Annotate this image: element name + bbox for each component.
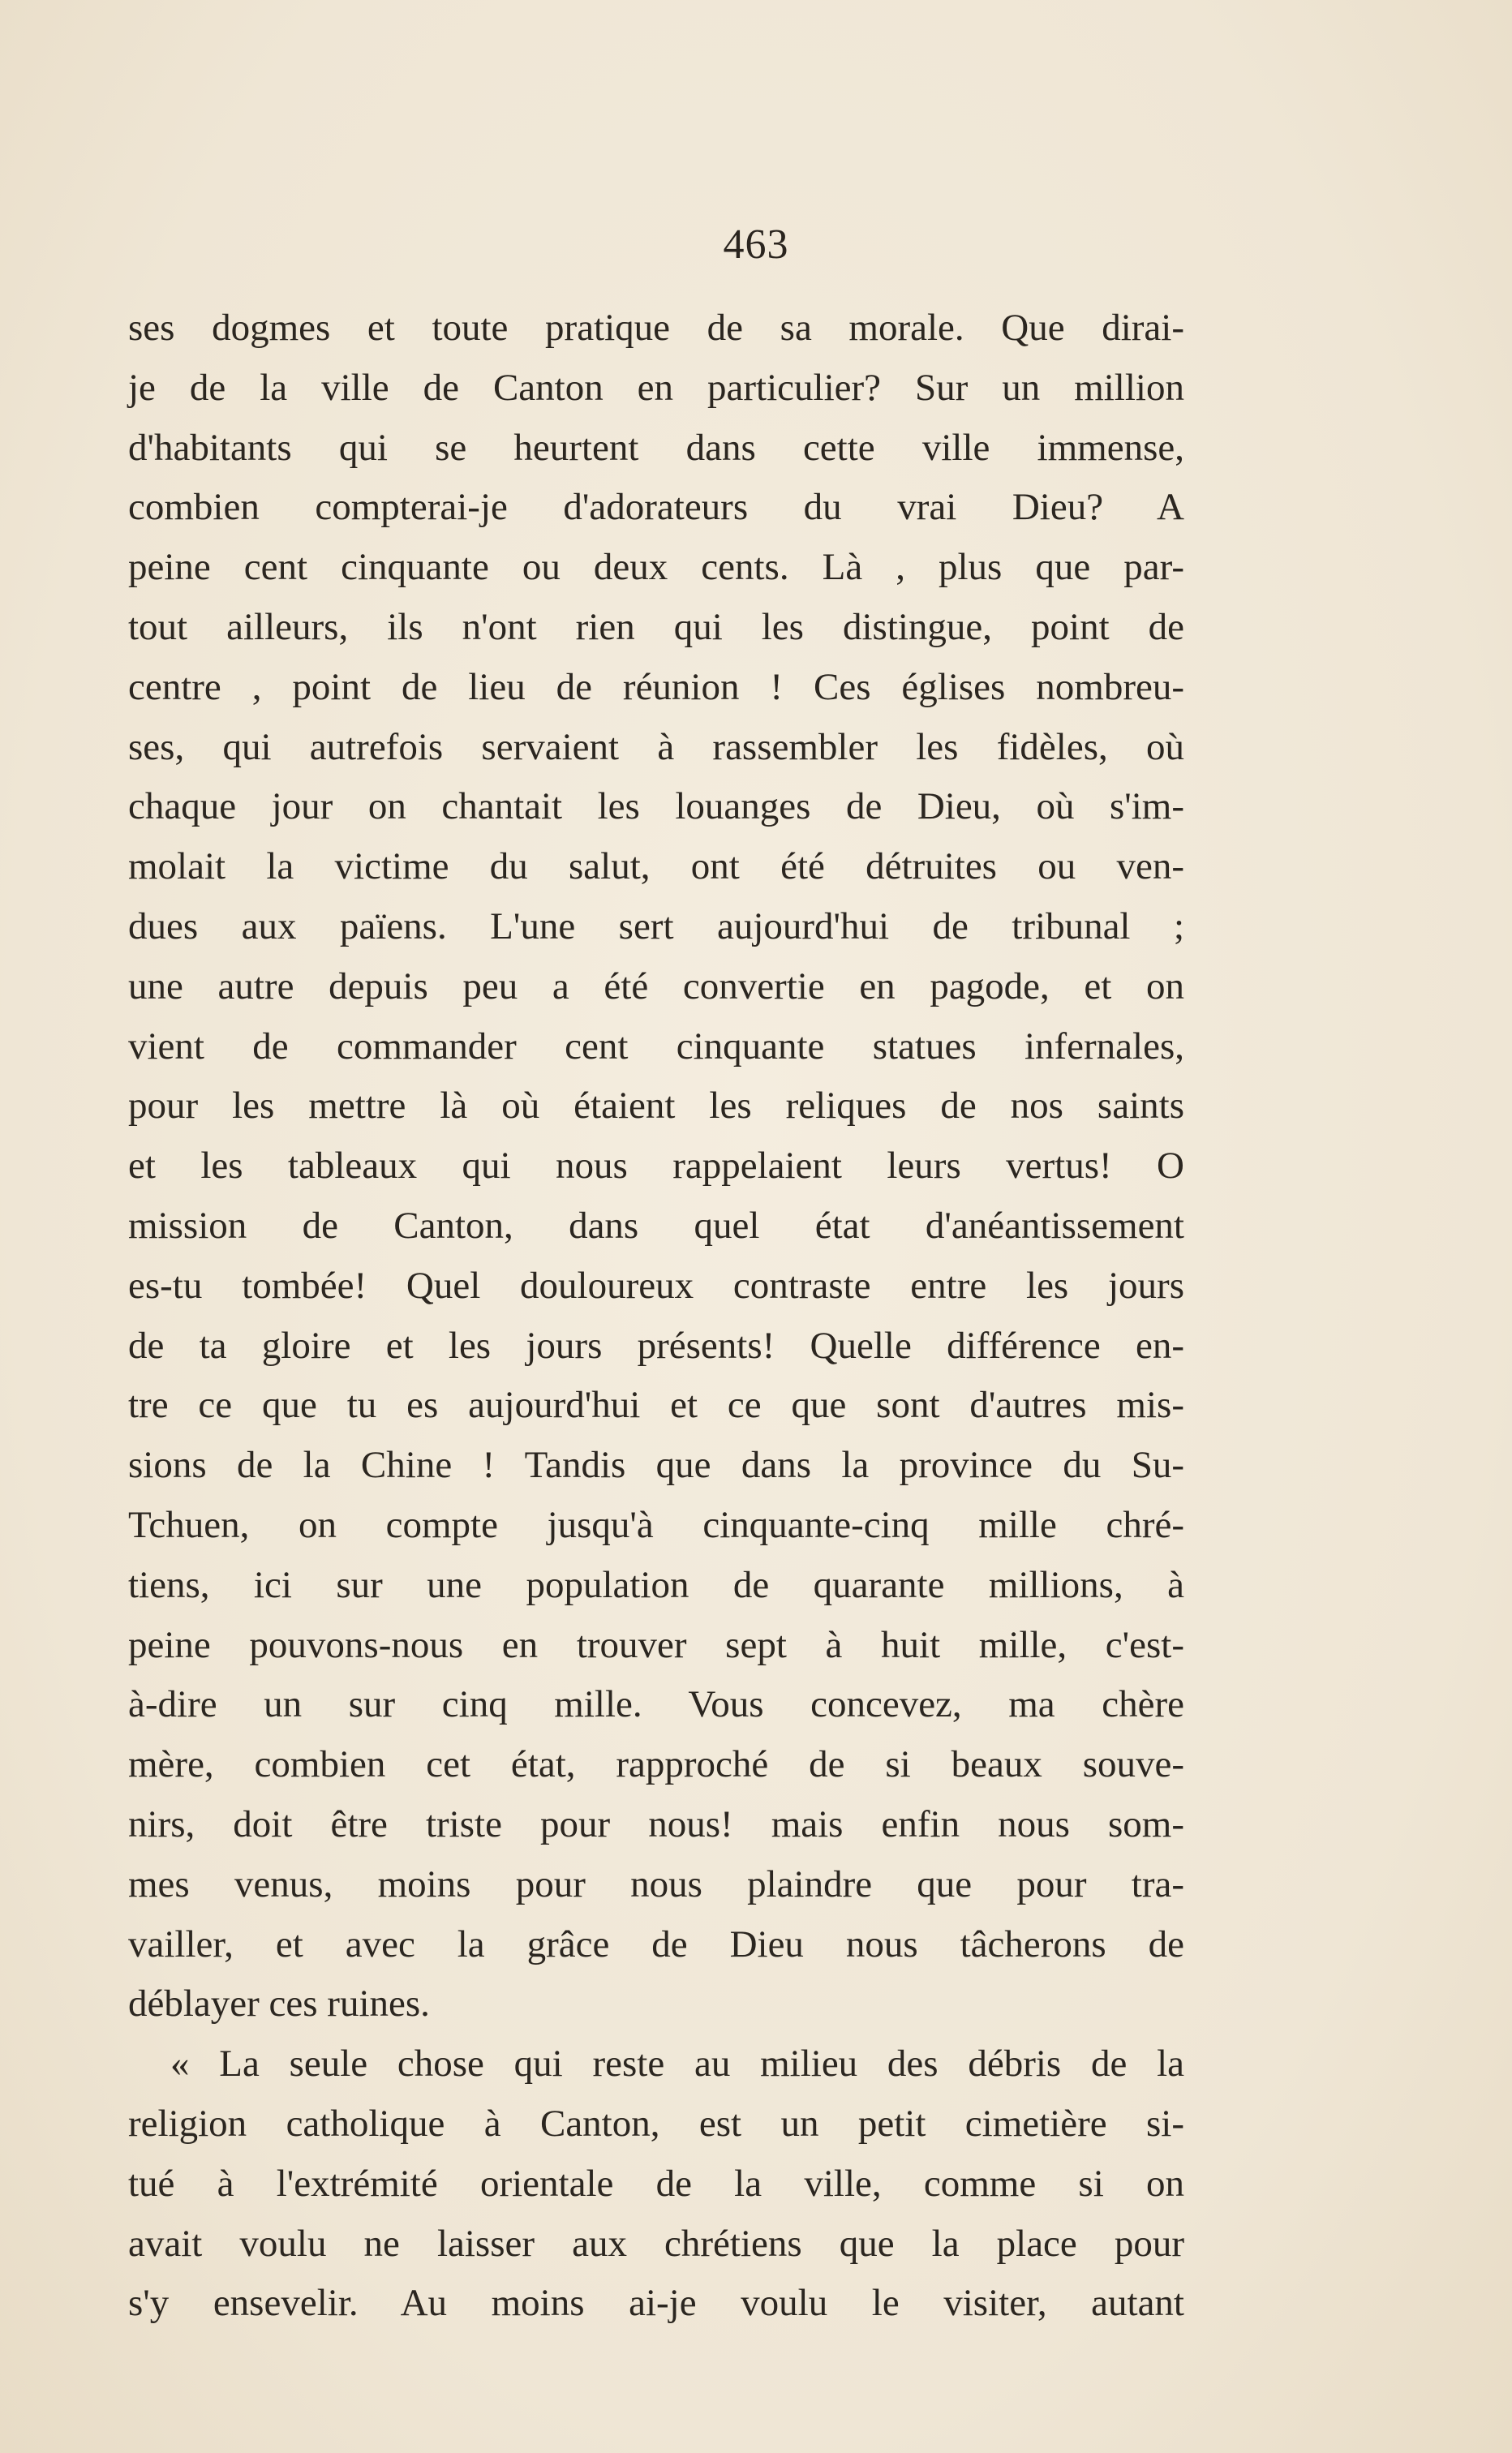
body-text (128, 299, 1184, 2334)
text-line: à-dire un sur cinq mille. Vous concevez, ma chère (128, 1683, 1184, 1726)
text-line: mère, combien cet état, rapproché de si beaux souve- (128, 1743, 1184, 1786)
text-line: centre , point de lieu de réunion ! Ces églises nombreu- (128, 665, 1184, 708)
text-line: une autre depuis peu a été convertie en pagode, et on (128, 964, 1184, 1007)
text-line: chaque jour on chantait les louanges de Dieu, où s'im- (128, 785, 1184, 828)
text-line: pour les mettre là où étaient les reliques de nos saints (128, 1085, 1184, 1128)
text-line: ses dogmes et toute pratique de sa morale. Que dirai- (128, 307, 1184, 349)
text-line: ses, qui autrefois servaient à rassembler les fidèles, où (128, 725, 1184, 768)
text-line: je de la ville de Canton en particulier? Sur un million (128, 366, 1184, 409)
text-line: molait la victime du salut, ont été détruites ou ven- (128, 845, 1184, 888)
text-line: tout ailleurs, ils n'ont rien qui les distingue, point de (128, 605, 1184, 648)
text-line: s'y ensevelir. Au moins ai-je voulu le visiter, autant (128, 2282, 1184, 2325)
text-line: religion catholique à Canton, est un petit cimetière si- (128, 2102, 1184, 2145)
text-line: de ta gloire et les jours présents! Quelle différence en- (128, 1324, 1184, 1367)
text-line: sions de la Chine ! Tandis que dans la province du Su- (128, 1444, 1184, 1487)
text-line: mes venus, moins pour nous plaindre que pour tra- (128, 1862, 1184, 1905)
text-line: d'habitants qui se heurtent dans cette ville immense, (128, 426, 1184, 469)
text-line: nirs, doit être triste pour nous! mais enfin nous som- (128, 1802, 1184, 1845)
text-line: et les tableaux qui nous rappelaient leurs vertus! O (128, 1145, 1184, 1188)
text-line: combien compterai-je d'adorateurs du vrai Dieu? A (128, 486, 1184, 529)
text-line: peine cent cinquante ou deux cents. Là , plus que par- (128, 546, 1184, 589)
text-line: tiens, ici sur une population de quarante millions, à (128, 1563, 1184, 1606)
page-number: 463 (723, 221, 789, 268)
text-line: Tchuen, on compte jusqu'à cinquante-cinq mille chré- (128, 1503, 1184, 1546)
paragraph-end-line: déblayer ces ruines. (128, 1983, 430, 2026)
text-line: dues aux païens. L'une sert aujourd'hui de tribunal ; (128, 904, 1184, 947)
text-line: vient de commander cent cinquante statues infernales, (128, 1025, 1184, 1068)
text-line: peine pouvons-nous en trouver sept à huit mille, c'est- (128, 1623, 1184, 1666)
text-line: avait voulu ne laisser aux chrétiens que la place pour (128, 2222, 1184, 2265)
text-line: mission de Canton, dans quel état d'anéantissement (128, 1204, 1184, 1247)
text-line: vailler, et avec la grâce de Dieu nous tâcherons de (128, 1922, 1184, 1965)
text-line: tre ce que tu es aujourd'hui et ce que sont d'autres mis- (128, 1384, 1184, 1427)
text-line: tué à l'extrémité orientale de la ville, comme si on (128, 2162, 1184, 2205)
paragraph-start-line: « La seule chose qui reste au milieu des débris de la (170, 2043, 1184, 2086)
text-line: es-tu tombée! Quel douloureux contraste entre les jours (128, 1264, 1184, 1307)
